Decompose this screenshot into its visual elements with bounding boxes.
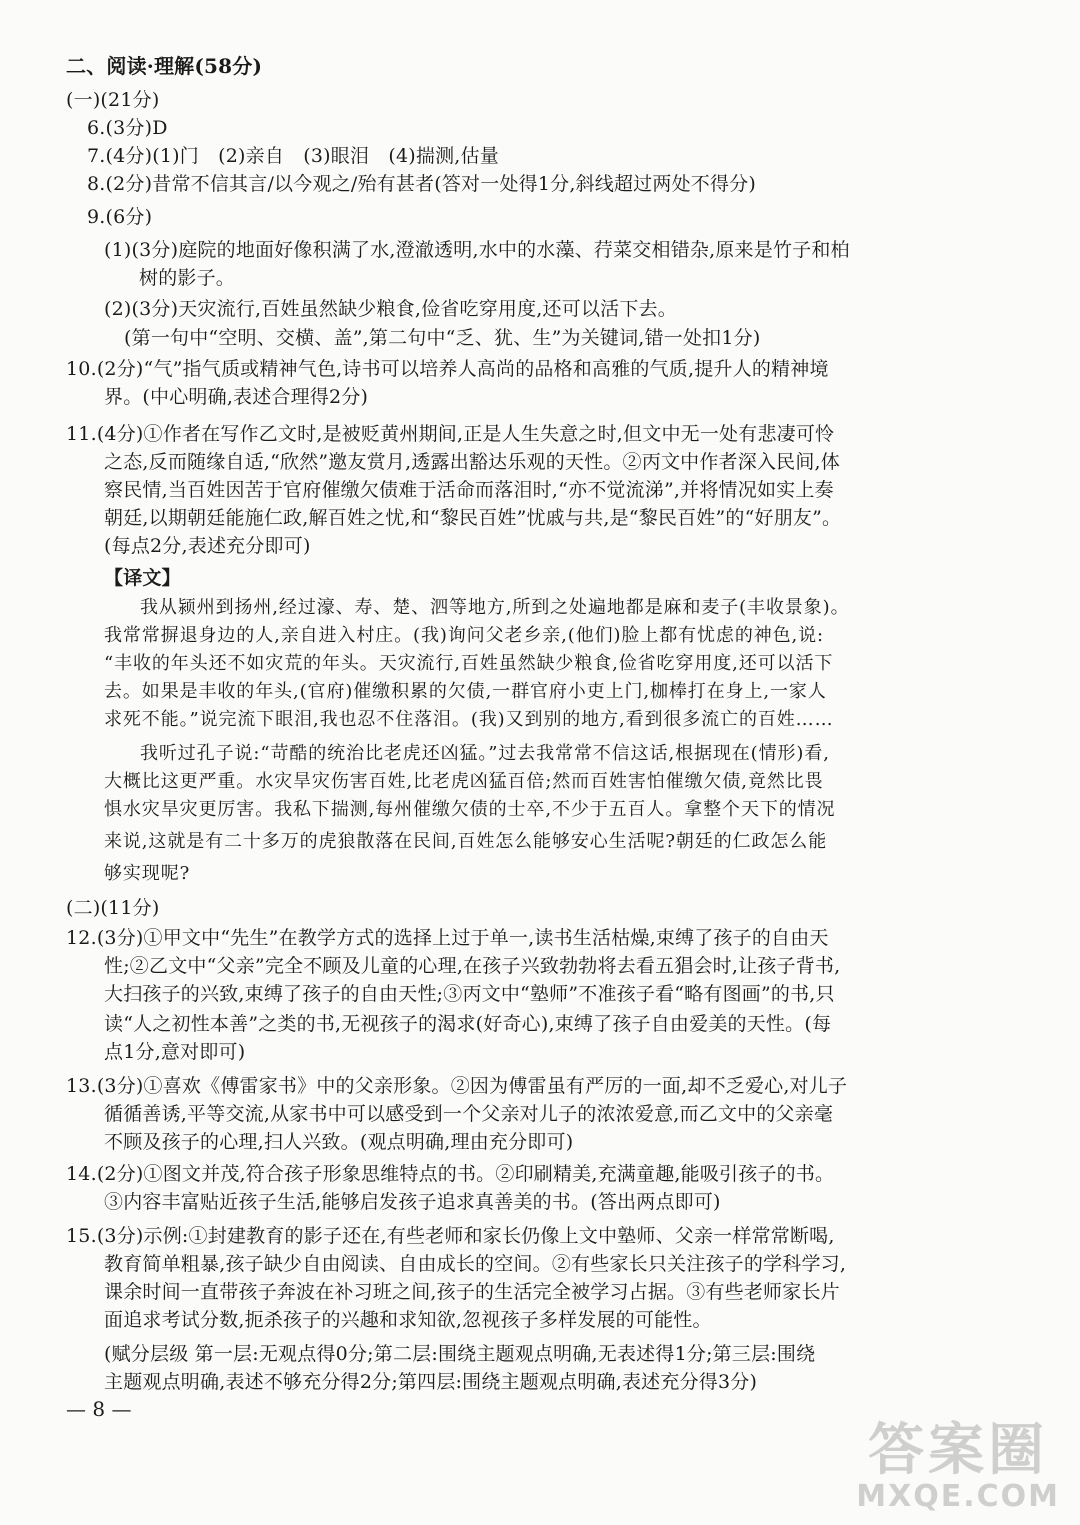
answer-q15-line5: (赋分层级 第一层:无观点得0分;第二层:围绕主题观点明确,无表述得1分;第三层:围绕 (104, 1343, 816, 1365)
part2-heading: (二)(11分) (66, 897, 160, 919)
watermark-logo (856, 1418, 1060, 1514)
translation-title: 【译文】 (104, 567, 181, 589)
answer-q11-line4: 朝廷,以期朝廷能施仁政,解百姓之忧,和“黎民百姓”忧戚与共,是“黎民百姓”的“好朋友”。 (104, 507, 842, 529)
answer-q13-line2: 循循善诱,平等交流,从家书中可以感受到一个父亲对儿子的浓浓爱意,而乙文中的父亲毫 (104, 1103, 834, 1125)
answer-q9-note: (第一句中“空明、交横、盖”,第二句中“乏、犹、生”为关键词,错一处扣1分) (124, 327, 761, 349)
answer-q9-1-line1: (1)(3分)庭院的地面好像积满了水,澄澈透明,水中的水藻、荇菜交相错杂,原来是竹子和柏 (104, 239, 850, 261)
answer-q11-line1: 11.(4分)①作者在写作乙文时,是被贬黄州期间,正是人生失意之时,但文中无一处有悲凄可怜 (66, 423, 835, 445)
translation-line: “丰收的年头还不如灾荒的年头。天灾流行,百姓虽然缺少粮食,俭省吃穿用度,还可以活下 (104, 653, 834, 674)
answer-q12-line4: 读“人之初性本善”之类的书,无视孩子的渴求(好奇心),束缚了孩子自由爱美的天性。(每 (104, 1013, 832, 1035)
answer-q11-line5: (每点2分,表述充分即可) (104, 535, 311, 557)
part1-heading: (一)(21分) (66, 89, 160, 111)
answer-q9: 9.(6分) (87, 206, 153, 228)
translation-line: 我从颍州到扬州,经过濠、寿、楚、泗等地方,所到之处遍地都是麻和麦子(丰收景象)。 (140, 597, 850, 618)
translation-line: 惧水灾旱灾更厉害。我私下揣测,每州催缴欠债的士卒,不少于五百人。拿整个天下的情况 (104, 799, 836, 820)
translation-line: 我常常摒退身边的人,亲自进入村庄。(我)询问父老乡亲,(他们)脸上都有忧虑的神色,说: (104, 625, 825, 646)
answer-q6: 6.(3分)D (87, 117, 168, 139)
translation-line: 我听过孔子说:“苛酷的统治比老虎还凶猛。”过去我常常不信这话,根据现在(情形)看, (140, 743, 830, 764)
translation-line: 来说,这就是有二十多万的虎狼散落在民间,百姓怎么能够安心生活呢?朝廷的仁政怎么能 (104, 831, 828, 852)
answer-q15-line1: 15.(3分)示例:①封建教育的影子还在,有些老师和家长仍像上文中塾师、父亲一样常常断喝, (66, 1225, 835, 1247)
answer-q14-line1: 14.(2分)①图文并茂,符合孩子形象思维特点的书。②印刷精美,充满童趣,能吸引孩子的书。 (66, 1163, 835, 1185)
answer-q9-2: (2)(3分)天灾流行,百姓虽然缺少粮食,俭省吃穿用度,还可以活下去。 (104, 298, 677, 320)
answer-q9-1-line2: 树的影子。 (139, 267, 236, 289)
answer-q11-line2: 之态,反而随缘自适,“欣然”邀友赏月,透露出豁达乐观的天性。②丙文中作者深入民间,体 (104, 451, 840, 473)
answer-q13-line3: 不顾及孩子的心理,扫人兴致。(观点明确,理由充分即可) (104, 1131, 574, 1153)
answer-q14-line2: ③内容丰富贴近孩子生活,能够启发孩子追求真善美的书。(答出两点即可) (104, 1191, 721, 1213)
translation-line: 去。如果是丰收的年头,(官府)催缴积累的欠债,一群官府小吏上门,枷棒打在身上,一家人 (104, 681, 827, 702)
answer-q12-line1: 12.(3分)①甲文中“先生”在教学方式的选择上过于单一,读书生活枯燥,束缚了孩子的自由天 (66, 927, 829, 949)
translation-line: 大概比这更严重。水灾旱灾伤害百姓,比老虎凶猛百倍;然而百姓害怕催缴欠债,竟然比畏 (104, 771, 824, 792)
answer-q10-line2: 界。(中心明确,表述合理得2分) (104, 386, 369, 408)
answer-q8: 8.(2分)昔常不信其言/以今观之/殆有甚者(答对一处得1分,斜线超过两处不得分) (87, 173, 756, 195)
answer-q10-line1: 10.(2分)“气”指气质或精神气色,诗书可以培养人高尚的品格和高雅的气质,提升人的精神境 (66, 358, 829, 380)
answer-q11-line3: 察民情,当百姓因苦于官府催缴欠债难于活命而落泪时,“亦不觉流涕”,并将情况如实上奏 (104, 479, 834, 501)
watermark-url: MXQE.COM (856, 1479, 1060, 1514)
watermark-text: 答案圈 (868, 1418, 1049, 1483)
translation-line: 求死不能。”说完流下眼泪,我也忍不住落泪。(我)又到别的地方,看到很多流亡的百姓…… (104, 709, 834, 730)
translation-line: 够实现呢? (104, 863, 191, 884)
answer-q15-line6: 主题观点明确,表述不够充分得2分;第四层:围绕主题观点明确,表述充分得3分) (104, 1371, 758, 1393)
answer-q12-line5: 点1分,意对即可) (104, 1041, 246, 1063)
section-title: 二、阅读·理解(58分) (66, 54, 263, 78)
answer-q15-line4: 面追求考试分数,扼杀孩子的兴趣和求知欲,忽视孩子多样发展的可能性。 (104, 1309, 712, 1331)
answer-q12-line2: 性;②乙文中“父亲”完全不顾及儿童的心理,在孩子兴致勃勃将去看五猖会时,让孩子背书, (104, 955, 841, 977)
answer-q7: 7.(4分)(1)门 (2)亲自 (3)眼泪 (4)揣测,估量 (87, 145, 499, 167)
answer-q13-line1: 13.(3分)①喜欢《傅雷家书》中的父亲形象。②因为傅雷虽有严厉的一面,却不乏爱心,对儿子 (66, 1075, 848, 1097)
answer-q15-line2: 教育简单粗暴,孩子缺少自由阅读、自由成长的空间。②有些家长只关注孩子的学科学习, (104, 1253, 847, 1275)
answer-q15-line3: 课余时间一直带孩子奔波在补习班之间,孩子的生活完全被学习占据。③有些老师家长片 (104, 1281, 840, 1303)
answer-q12-line3: 大扫孩子的兴致,束缚了孩子的自由天性;③丙文中“塾师”不准孩子看“略有图画”的书,只 (104, 983, 835, 1005)
page-number: — 8 — (66, 1397, 132, 1421)
